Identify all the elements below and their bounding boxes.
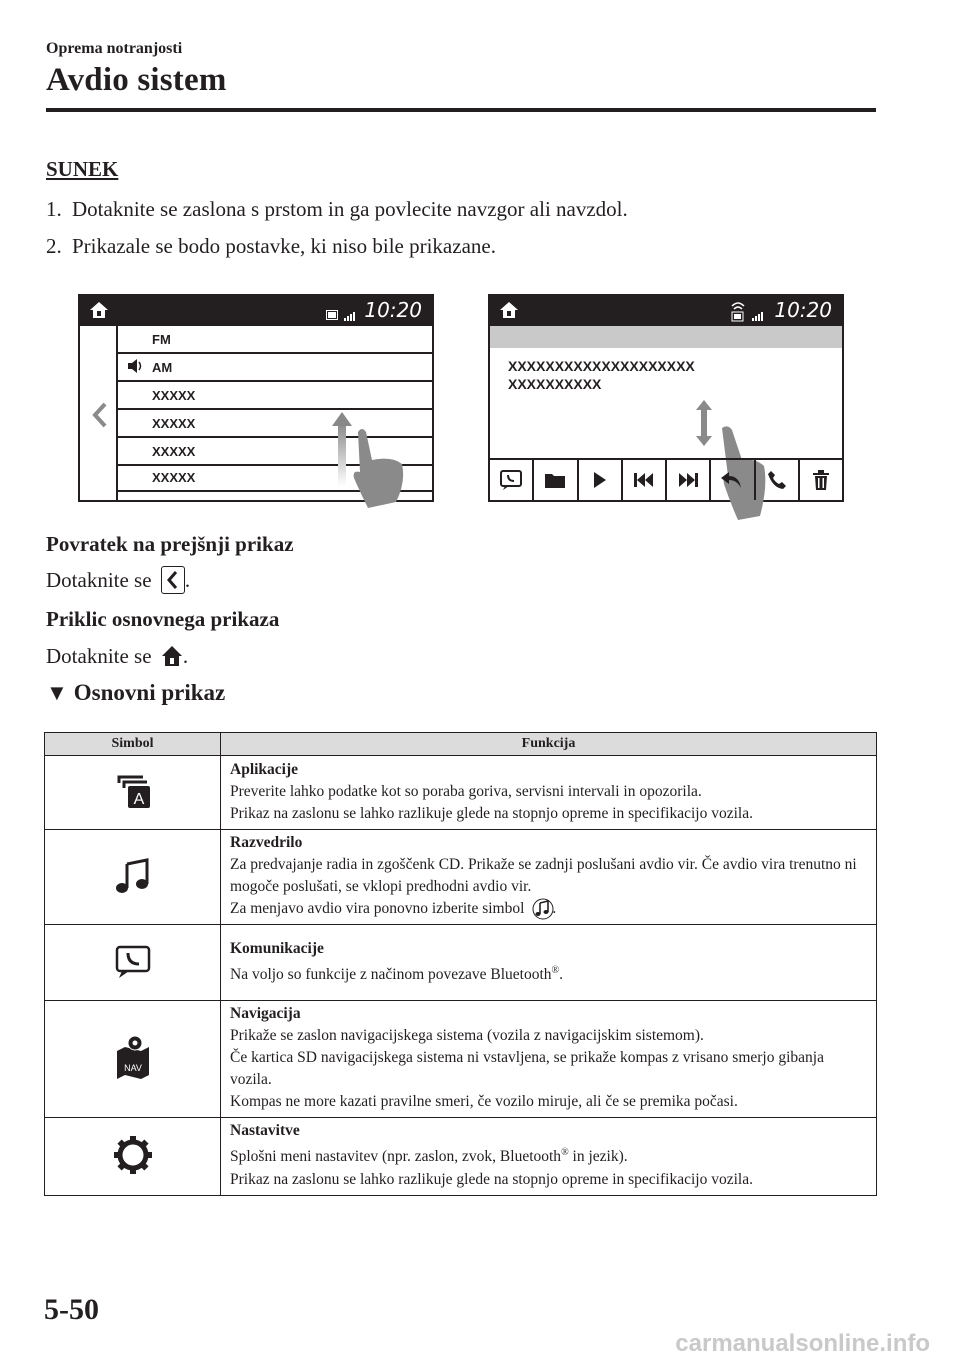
function-text: Prikaže se zaslon navigacijskega sistema (vozila z navigacijskim sistemom). (230, 1027, 704, 1045)
back-instruction: Dotaknite se . (46, 568, 190, 596)
battery-icon (326, 307, 340, 325)
folder-icon (544, 471, 566, 489)
home-icon (498, 300, 520, 325)
title-divider (46, 108, 876, 112)
phone-button[interactable] (756, 460, 800, 500)
next-track-button[interactable] (667, 460, 711, 500)
clock: 10:20 (364, 298, 422, 322)
table-row (45, 925, 877, 1001)
function-text: Za menjavo avdio vira ponovno izberite simbol . (230, 898, 866, 920)
function-text: Za predvajanje radia in zgoščenk CD. Prikaže se zadnji poslušani avdio vir. Če avdio vira trenutno ni mogoče poslušati, se vklopi predhodni avdio vir. (230, 856, 857, 895)
swipe-hand-icon (332, 412, 412, 517)
clock: 10:20 (774, 298, 832, 322)
communication-button[interactable] (490, 460, 534, 500)
list-item[interactable]: XXXXX (118, 464, 432, 492)
list-item[interactable]: XXXXX (118, 410, 432, 438)
trash-icon (812, 470, 830, 490)
step-2 (46, 234, 496, 259)
step-text: Prikazale se bodo postavke, ki niso bile prikazane. (72, 234, 496, 258)
function-title: Razvedrilo (230, 834, 303, 851)
basic-display-heading: ▼ Osnovni prikaz (46, 680, 226, 705)
list-screen-illustration (78, 294, 434, 502)
function-title: Nastavitve (230, 1122, 300, 1140)
home-icon (88, 300, 110, 325)
settings-gear-icon (111, 1133, 155, 1177)
screen-status-bar (80, 296, 432, 326)
step-number: 2. (46, 234, 62, 258)
step-text: Dotaknite se zaslona s prstom in ga povlecite navzgor ali navzdol. (72, 197, 628, 221)
delete-button[interactable] (800, 460, 842, 500)
control-bar (490, 458, 842, 500)
applications-icon (111, 769, 155, 813)
navigation-icon (111, 1035, 155, 1079)
speaker-icon (126, 358, 144, 377)
play-icon (593, 472, 607, 488)
track-title: XXXXXXXXXXXXXXXXXXXX (508, 358, 695, 374)
function-text: Prikaz na zaslonu se lahko razlikuje glede na stopnjo opreme in specifikacijo vozila. (230, 1170, 753, 1188)
phone-icon (767, 470, 787, 490)
function-text: Kompas ne more kazati pravilne smeri, če vozilo miruje, ali če se premika počasi. (230, 1093, 738, 1111)
table-row (45, 1001, 877, 1118)
previous-track-button[interactable] (623, 460, 667, 500)
function-text: Če kartica SD navigacijskega sistema ni vstavljena, se prikaže kompas z vrisano smerjo gibanja vozila. (230, 1049, 824, 1089)
svg-text:A: A (133, 791, 144, 808)
return-button[interactable] (711, 460, 755, 500)
list-item[interactable]: XXXXX (118, 438, 432, 466)
scroll-arrows-icon (696, 400, 712, 451)
play-button[interactable] (579, 460, 623, 500)
skip-forward-icon (678, 473, 698, 487)
function-title: Navigacija (230, 1005, 301, 1023)
folder-button[interactable] (534, 460, 578, 500)
music-note-icon (111, 854, 155, 898)
column-header-symbol: Simbol (45, 733, 221, 756)
page-number: 5-50 (44, 1293, 99, 1326)
home-instruction: Dotaknite se . (46, 644, 189, 668)
function-text: Na voljo so funkcije z načinom povezave Bluetooth®. (230, 964, 564, 984)
table-row (45, 830, 877, 925)
communication-icon (111, 940, 155, 984)
symbol-table (44, 732, 877, 1196)
back-heading: Povratek na prejšnji prikaz (46, 532, 294, 556)
triangle-bullet: ▼ (46, 680, 68, 705)
list-item[interactable]: AM (118, 354, 432, 382)
function-text: Splošni meni nastavitev (npr. zaslon, zvok, Bluetooth® in jezik). (230, 1147, 628, 1166)
header-band (490, 326, 842, 348)
svg-text:NAV: NAV (123, 1062, 142, 1073)
track-subtitle: XXXXXXXXXX (508, 376, 602, 392)
table-row (45, 1118, 877, 1195)
step-1 (46, 197, 628, 222)
watermark: carmanualsonline.info (675, 1330, 930, 1357)
audio-screen-illustration (488, 294, 844, 502)
function-text: Preverite lahko podatke kot so poraba goriva, servisni intervali in opozorila. (230, 782, 702, 800)
page-title: Avdio sistem (46, 62, 227, 98)
list-item[interactable]: XXXXX (118, 382, 432, 410)
signal-icon (752, 308, 766, 326)
screen-status-bar (490, 296, 842, 326)
list-item[interactable]: FM (118, 326, 432, 354)
signal-icon (344, 308, 358, 326)
communication-icon (499, 469, 523, 491)
home-heading: Priklic osnovnega prikaza (46, 607, 280, 631)
return-icon (721, 472, 743, 488)
function-text: Prikaz na zaslonu se lahko razlikuje glede na stopnjo opreme in specifikacijo vozila. (230, 804, 753, 822)
home-icon (161, 643, 183, 669)
back-chevron-icon (161, 566, 185, 594)
wifi-icon (730, 300, 746, 327)
music-note-icon (532, 896, 552, 918)
skip-back-icon (634, 473, 654, 487)
back-arrow-icon[interactable] (92, 402, 108, 433)
column-header-function: Funkcija (221, 733, 877, 756)
section-label: Oprema notranjosti (46, 40, 183, 57)
swipe-heading: SUNEK (46, 157, 119, 181)
function-title: Aplikacije (230, 760, 299, 778)
step-number: 1. (46, 197, 62, 221)
function-title: Komunikacije (230, 939, 324, 957)
table-row (45, 756, 877, 830)
